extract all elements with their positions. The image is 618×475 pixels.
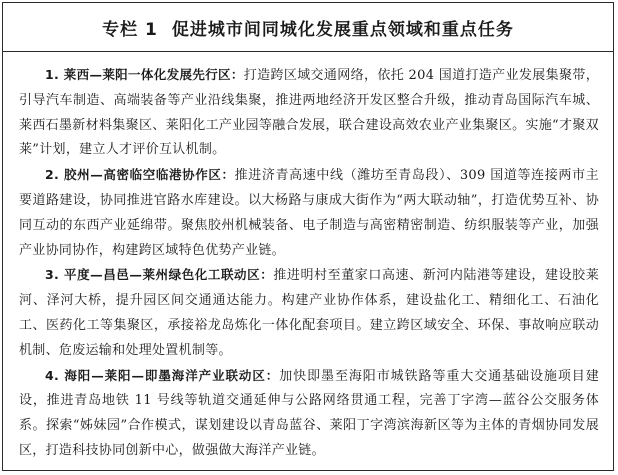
item-body: 推进济青高速中线（潍坊至青岛段）、309 国道等连接两市主要道路建设，协同推进官路水库建设。以大杨路与康成大街作为“两大联动轴”，打造优势互补、协同互动的东西产业延绵带。聚焦胶州机械装备、电子制造与高密精密制造、纺织服装等产业，加强产业协同协作，构建跨区域特色优势产业链。 (19, 168, 599, 258)
column-content (19, 63, 599, 464)
item-body: 打造跨区域交通网络，依托 204 国道打造产业发展集聚带，引导汽车制造、高端装备等产业沿线集聚，推进两地经济开发区整合升级，推动青岛国际汽车城、莱西石墨新材料集聚区、莱阳化工产业园等融合发展，联合建设高效农业产业集聚区。实施“才聚双莱”计划，建立人才评价互认机制。 (19, 68, 599, 158)
column-heading: 促进城市间同城化发展重点领域和重点任务 (171, 19, 514, 40)
item-body: 加快即墨至海阳市城铁路等重大交通基础设施项目建设，推进青岛地铁 11 号线等轨道交通延伸与公路网络贯通工程，完善丁字湾—蓝谷公交服务体系。探索“姊妹园”合作模式，谋划建设以青岛蓝谷、莱阳丁字湾滨海新区等为主体的青烟协同发展区，打造科技协同创新中心，做强做大海洋产业链。 (19, 368, 599, 458)
item-heading: 4. 海阳—莱阳—即墨海洋产业联动区： (45, 367, 280, 383)
column-box (2, 2, 614, 471)
item-heading: 2. 胶州—高密临空临港协作区： (45, 167, 235, 183)
item-paragraph (19, 63, 599, 163)
column-title-bar (3, 3, 613, 52)
item-body: 推进明村至董家口高速、新河内陆港等建设，建设胶莱河、泽河大桥，提升园区间交通通达能力。构建产业协作体系，建设盐化工、精细化工、石油化工、医药化工等集聚区，承接裕龙岛炼化一体化配套项目。建立跨区域安全、环保、事故响应联动机制、危废运输和处理处置机制等。 (19, 268, 600, 358)
item-heading: 3. 平度—昌邑—莱州绿色化工联动区： (45, 267, 274, 283)
item-paragraph (19, 263, 599, 363)
column-title (102, 15, 514, 40)
item-paragraph (19, 163, 599, 263)
item-paragraph (19, 364, 599, 464)
item-heading: 1. 莱西—莱阳一体化发展先行区： (45, 67, 244, 82)
column-label: 专栏 1 (102, 19, 158, 40)
